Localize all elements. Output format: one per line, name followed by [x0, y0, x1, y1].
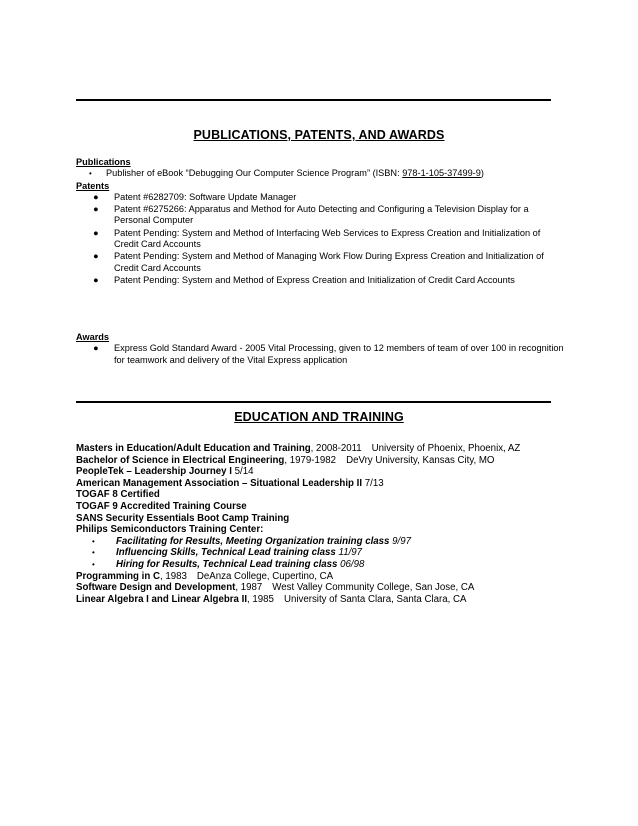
education-section-title: EDUCATION AND TRAINING: [234, 410, 404, 424]
publications-block: [76, 157, 566, 287]
bullet-icon: ●: [93, 251, 99, 262]
awards-heading: Awards: [76, 332, 110, 342]
bullet-icon: ●: [93, 274, 99, 285]
education-entry: American Management Association – Situational Leadership II 7/13: [76, 477, 384, 489]
education-entry: Philips Semiconductors Training Center:: [76, 524, 264, 536]
bullet-icon: •: [92, 559, 95, 569]
patents-heading: Patents: [76, 180, 110, 191]
education-entry: TOGAF 8 Certified: [76, 489, 160, 501]
education-entry: Masters in Education/Adult Education and Training, 2008-2011 University of Phoenix, Phoenix, AZ: [76, 443, 521, 454]
bullet-icon: •: [89, 169, 92, 179]
publications-heading: Publications: [76, 157, 131, 167]
list-item: • Hiring for Results, Technical Lead training class 06/98: [92, 558, 365, 570]
top-divider: [76, 99, 551, 101]
list-item: ● Patent #6275266: Apparatus and Method for Auto Detecting and Configuring a Television Display for a Personal Computer: [93, 204, 529, 226]
bullet-icon: ●: [93, 227, 99, 238]
list-item: • Publisher of eBook “Debugging Our Computer Science Program” (ISBN: 978-1-105-37499-9): [89, 168, 484, 179]
awards-list: [76, 343, 566, 366]
isbn-link[interactable]: 978-1-105-37499-9: [402, 168, 481, 179]
list-item: ● Patent Pending: System and Method of Interfacing Web Services to Express Creation and Initialization of Credit Card Accounts: [93, 227, 541, 250]
list-item: • Facilitating for Results, Meeting Organization training class 9/97: [92, 535, 412, 547]
publications-list: [76, 168, 566, 179]
bullet-icon: ●: [93, 204, 99, 215]
bullet-icon: •: [92, 536, 95, 546]
education-entry: PeopleTek – Leadership Journey I 5/14: [76, 466, 254, 478]
list-item: ● Patent #6282709: Software Update Manager: [93, 191, 297, 202]
education-entry: SANS Security Essentials Boot Camp Training: [76, 512, 290, 524]
list-item: ● Patent Pending: System and Method of Managing Work Flow During Express Creation and Initialization of Credit Card Accounts: [93, 251, 544, 273]
list-item: ● Express Gold Standard Award - 2005 Vital Processing, given to 12 members of team of over 100 in recognition for teamwork and delivery of the Vital Express application: [93, 343, 564, 365]
patents-list: [76, 192, 566, 286]
education-entry: Bachelor of Science in Electrical Engineering, 1979-1982 DeVry University, Kansas City, MO: [76, 454, 495, 466]
bullet-icon: ●: [93, 191, 99, 202]
bullet-icon: ●: [93, 343, 99, 354]
list-item: • Influencing Skills, Technical Lead training class 11/97: [92, 547, 363, 559]
middle-divider: [76, 401, 551, 403]
education-entry: Linear Algebra I and Linear Algebra II, 1985 University of Santa Clara, Santa Clara, CA: [76, 593, 467, 605]
education-entry: Software Design and Development, 1987 West Valley Community College, San Jose, CA: [76, 582, 475, 594]
education-entry: Programming in C, 1983 DeAnza College, Cupertino, CA: [76, 570, 334, 582]
bullet-icon: •: [92, 548, 95, 558]
awards-block: [76, 332, 566, 367]
list-item: ● Patent Pending: System and Method of Express Creation and Initialization of Credit Card Accounts: [93, 274, 515, 285]
philips-course-list: [76, 536, 566, 571]
education-entry: TOGAF 9 Accredited Training Course: [76, 500, 247, 512]
publications-section-title: PUBLICATIONS, PATENTS, AND AWARDS: [193, 128, 445, 142]
education-block: [76, 443, 566, 605]
